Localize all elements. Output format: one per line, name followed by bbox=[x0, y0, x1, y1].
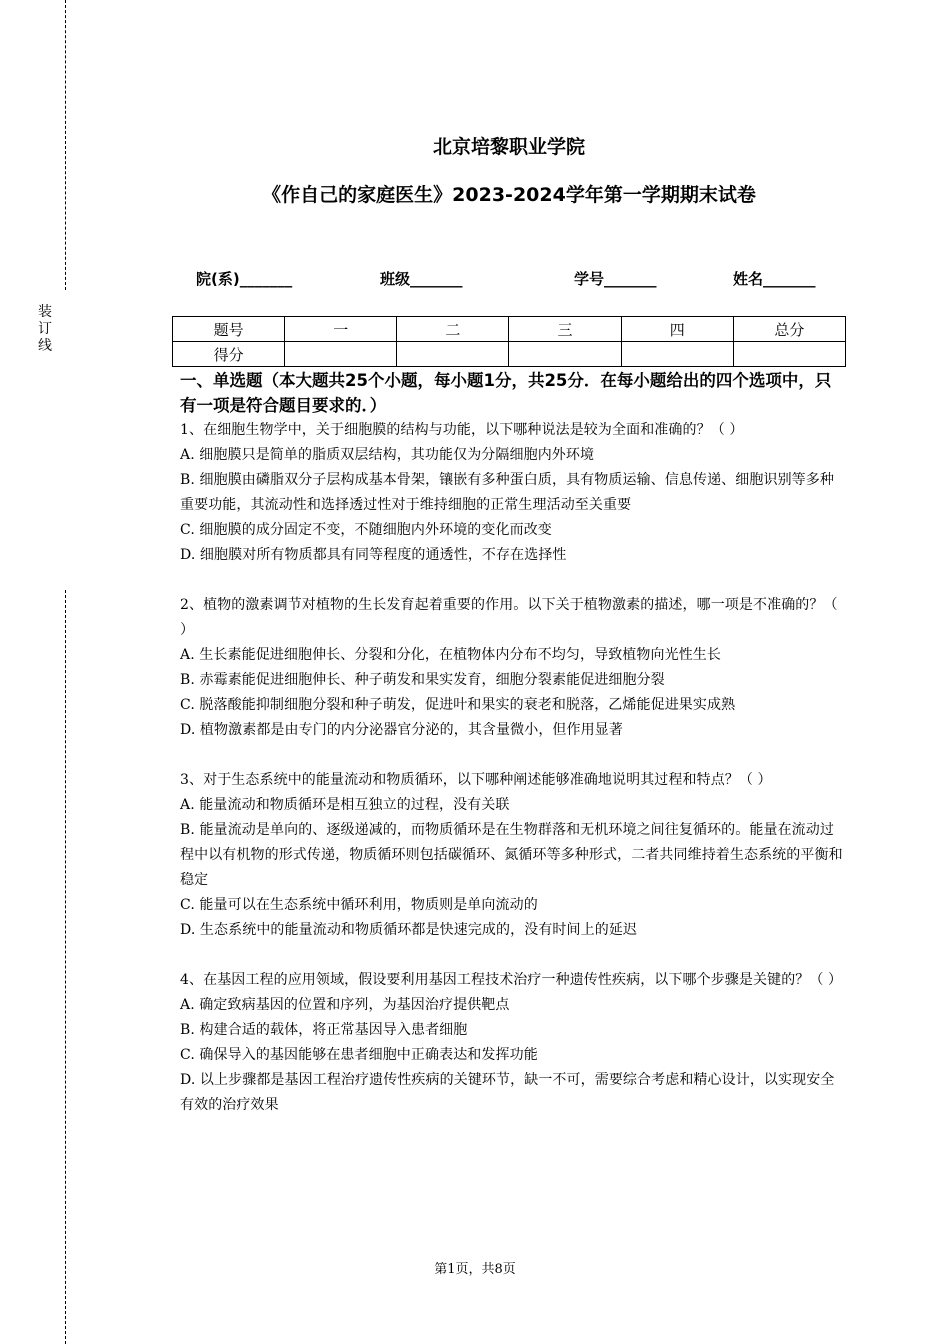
score-cell: 三 bbox=[509, 317, 621, 342]
page-footer: 第1页，共8页 bbox=[434, 1262, 516, 1277]
option-b: B. 构建合适的载体，将正常基因导入患者细胞 bbox=[180, 1022, 468, 1038]
binding-label: 装订线 bbox=[38, 304, 52, 354]
option-b: B. 细胞膜由磷脂双分子层构成基本骨架，镶嵌有多种蛋白质，具有物质运输、信息传递、细胞识别等多种重要功能，其流动性和选择透过性对于维持细胞的正常生理活动至关重要 bbox=[180, 472, 834, 513]
question-3 bbox=[180, 768, 848, 943]
option-a: A. 确定致病基因的位置和序列，为基因治疗提供靶点 bbox=[180, 997, 510, 1013]
question-1 bbox=[180, 418, 848, 568]
option-b: B. 赤霉素能促进细胞伸长、种子萌发和果实发育，细胞分裂素能促进细胞分裂 bbox=[180, 672, 665, 688]
score-cell bbox=[397, 342, 509, 367]
score-table bbox=[172, 316, 846, 367]
score-cell bbox=[509, 342, 621, 367]
option-c: C. 能量可以在生态系统中循环利用，物质则是单向流动的 bbox=[180, 897, 538, 913]
binding-line-bottom bbox=[65, 590, 66, 1344]
question-2 bbox=[180, 593, 848, 743]
option-c: C. 确保导入的基因能够在患者细胞中正确表达和发挥功能 bbox=[180, 1047, 538, 1063]
option-c: C. 细胞膜的成分固定不变，不随细胞内外环境的变化而改变 bbox=[180, 522, 552, 538]
score-cell: 题号 bbox=[173, 317, 285, 342]
option-a: A. 能量流动和物质循环是相互独立的过程，没有关联 bbox=[180, 797, 510, 813]
name-field: 姓名_______ bbox=[733, 270, 816, 288]
class-field: 班级_______ bbox=[380, 270, 463, 288]
question-stem: 2、植物的激素调节对植物的生长发育起着重要的作用。以下关于植物激素的描述，哪一项是不准确的？（ ） bbox=[180, 597, 838, 638]
binding-line-top bbox=[65, 0, 66, 290]
student-id-field: 学号_______ bbox=[574, 270, 657, 288]
option-c: C. 脱落酸能抑制细胞分裂和种子萌发，促进叶和果实的衰老和脱落，乙烯能促进果实成熟 bbox=[180, 697, 736, 713]
option-b: B. 能量流动是单向的、逐级递减的，而物质循环是在生物群落和无机环境之间往复循环的。能量在流动过程中以有机物的形式传递，物质循环则包括碳循环、氮循环等多种形式，二者共同维持着生态系统的平衡和稳定 bbox=[180, 822, 843, 888]
option-d: D. 植物激素都是由专门的内分泌器官分泌的，其含量微小，但作用显著 bbox=[180, 722, 623, 738]
option-d: D. 生态系统中的能量流动和物质循环都是快速完成的，没有时间上的延迟 bbox=[180, 922, 638, 938]
option-d: D. 以上步骤都是基因工程治疗遗传性疾病的关键环节，缺一不可，需要综合考虑和精心设计，以实现安全有效的治疗效果 bbox=[180, 1072, 835, 1113]
section-heading: 一、单选题（本大题共25个小题，每小题1分，共25分．在每小题给出的四个选项中，只有一项是符合题目要求的．） bbox=[180, 371, 832, 415]
option-d: D. 细胞膜对所有物质都具有同等程度的通透性，不存在选择性 bbox=[180, 547, 567, 563]
question-list bbox=[180, 418, 848, 1143]
score-table-header-row bbox=[173, 317, 846, 342]
department-field: 院(系)_______ bbox=[196, 270, 293, 288]
score-cell bbox=[285, 342, 397, 367]
score-cell bbox=[621, 342, 733, 367]
score-cell bbox=[733, 342, 845, 367]
score-cell: 得分 bbox=[173, 342, 285, 367]
question-stem: 4、在基因工程的应用领域，假设要利用基因工程技术治疗一种遗传性疾病，以下哪个步骤是关键的？（ ） bbox=[180, 972, 843, 988]
score-cell: 二 bbox=[397, 317, 509, 342]
question-4 bbox=[180, 968, 848, 1118]
question-stem: 1、在细胞生物学中，关于细胞膜的结构与功能，以下哪种说法是较为全面和准确的？（ ） bbox=[180, 422, 744, 438]
question-stem: 3、对于生态系统中的能量流动和物质循环，以下哪种阐述能够准确地说明其过程和特点？（ ） bbox=[180, 772, 772, 788]
exam-title: 《作自己的家庭医生》2023-2024学年第一学期期末试卷 bbox=[262, 184, 756, 206]
school-title: 北京培黎职业学院 bbox=[432, 136, 585, 158]
option-a: A. 细胞膜只是简单的脂质双层结构，其功能仅为分隔细胞内外环境 bbox=[180, 447, 595, 463]
score-cell: 总分 bbox=[733, 317, 845, 342]
option-a: A. 生长素能促进细胞伸长、分裂和分化，在植物体内分布不均匀，导致植物向光性生长 bbox=[180, 647, 722, 663]
score-cell: 一 bbox=[285, 317, 397, 342]
score-table-score-row bbox=[173, 342, 846, 367]
score-cell: 四 bbox=[621, 317, 733, 342]
